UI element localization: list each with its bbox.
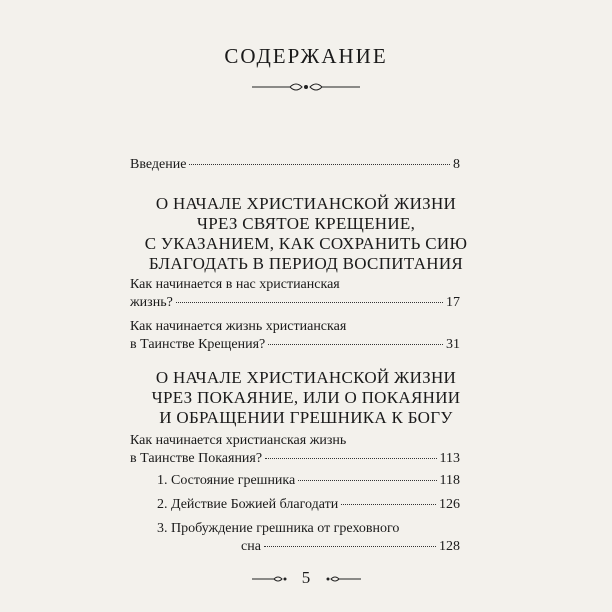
leader-dots [265,458,436,459]
toc-subentry-page: 118 [439,473,460,488]
section-heading-line: ЧРЕЗ ПОКАЯНИЕ, ИЛИ О ПОКАЯНИИ [151,388,461,407]
toc-entry-title-cont: жизнь? [130,295,173,310]
leader-dots [264,546,436,547]
toc-subentry-title: 1. Состояние грешника [157,473,296,488]
ornament-left-icon [252,574,288,584]
toc-entry[interactable] [130,276,460,312]
leader-dots [268,344,443,345]
ornament-right-icon [325,574,361,584]
section-heading-line: О НАЧАЛЕ ХРИСТИАНСКОЙ ЖИЗНИ [155,368,457,387]
toc-subentry-title: 2. Действие Божией благодати [157,497,339,512]
section-heading-line: ЧРЕЗ СВЯТОЕ КРЕЩЕНИЕ, [196,214,416,233]
toc-entry-title-cont: в Таинстве Покаяния? [130,451,263,466]
toc-entry-title: Как начинается жизнь христианская [130,319,347,334]
leader-dots [176,302,443,303]
section-heading-1 [120,194,492,274]
toc-subentry-page: 128 [439,539,460,554]
page-number: 5 [301,568,311,587]
ornament-divider-icon [250,80,362,94]
toc-entry[interactable] [130,318,460,354]
toc-entry-page: 113 [439,451,460,466]
toc-subentry-title-cont: сна [241,539,261,554]
toc-entry-title: Как начинается в нас христианская [130,277,340,292]
toc-subentry[interactable] [157,496,460,514]
toc-entry[interactable] [130,432,460,468]
section-heading-line: О НАЧАЛЕ ХРИСТИАНСКОЙ ЖИЗНИ [155,194,457,213]
toc-subentry-title: 3. Пробуждение грешника от греховного [157,521,400,536]
toc-entry-title-cont: в Таинстве Крещения? [130,337,266,352]
toc-subentry-page: 126 [439,497,460,512]
toc-entry-intro[interactable] [130,156,460,174]
leader-dots [298,480,436,481]
toc-entry-page: 31 [446,337,460,352]
toc-entry-page: 8 [453,157,460,172]
toc-subentry[interactable] [157,472,460,490]
page-footer [0,568,612,588]
toc-entry-title: Введение [130,157,187,172]
section-heading-line: БЛАГОДАТЬ В ПЕРИОД ВОСПИТАНИЯ [148,254,464,273]
section-heading-line: И ОБРАЩЕНИИ ГРЕШНИКА К БОГУ [159,408,453,427]
leader-dots [341,504,436,505]
toc-entry-page: 17 [446,295,460,310]
leader-dots [189,164,450,165]
bleed-through [536,80,612,600]
section-heading-2 [120,368,492,428]
toc-subentry[interactable] [157,520,460,556]
page-title: СОДЕРЖАНИЕ [224,44,388,68]
section-heading-line: С УКАЗАНИЕМ, КАК СОХРАНИТЬ СИЮ [144,234,468,253]
toc-entry-title: Как начинается христианская жизнь [130,433,347,448]
